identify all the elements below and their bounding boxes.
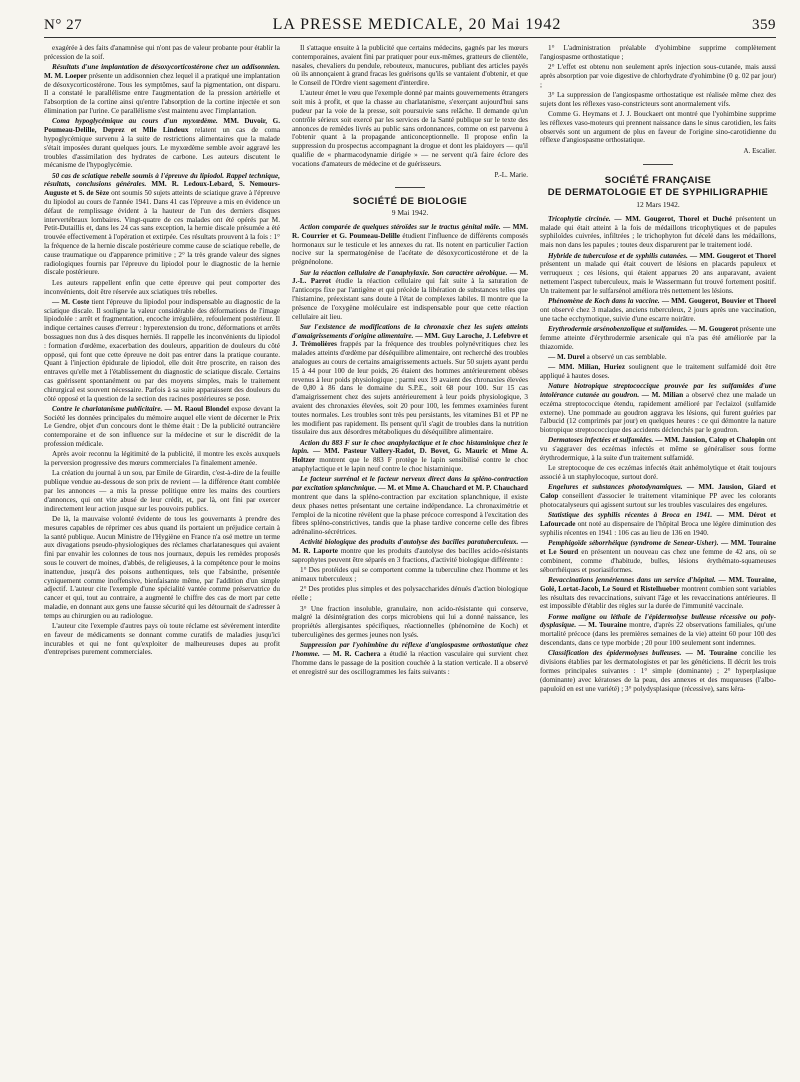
column-3-bottom (540, 215, 776, 693)
paragraph-text: étudie la réaction cellulaire qui fait suite à la saturation de l'anticorps fixe par l'antigène et qui précède la libération de substances telles que l'histamine, préexistant sans doute à l'état de complexes labiles. Il montre que la présence de l'oxygène moléculaire est indispensable pour que cette réaction cellulaire ait lieu. (292, 277, 528, 321)
paragraph-text: 2° L'effet est obtenu non seulement après injection sous-cutanée, mais aussi après absorption par voie digestive de chlorhydrate d'yohimbine (0 g. 02 par jour) ; (540, 63, 776, 89)
paragraph-heading: Contre le charlatanisme publicitaire. (52, 404, 163, 413)
paragraph-heading: Dermatoses infectées et sulfamides. (548, 436, 654, 445)
paragraph-text: Il s'attaque ensuite à la publicité que certains médecins, gagnés par les mœurs contemporaines, avaient fini par pratiquer pour eux-mêmes, gratteurs de clientèle, nasales, chevaliers du pendule, rebouteux, manucures, publiant des articles payés où ils annonçaient à grand fracas les guérisons qu'ils se vantaient d'obtenir, et que le Conseil de l'Ordre vient sagement d'interdire. (292, 44, 528, 88)
paragraph (540, 363, 776, 381)
author-names: — M. J.-L. Parrot (292, 268, 528, 286)
paragraph (540, 539, 776, 574)
paragraph (540, 511, 776, 537)
paragraph-text: en présentent un nouveau cas chez une femme de 42 ans, où se combinent, comme d'habitude, bulles, lésions érythémato-squameuses séborrhéiques et psoriasiformes. (540, 548, 776, 574)
paragraph-text: tient l'épreuve du lipiodol pour indispensable au diagnostic de la sciatique discale. Il souligne la valeur considérable des déformations de l'image lipiodolée : arrêt et fragmentation, encoche irrégulière, refoulement postérieur. Il indique certaines causes d'erreur : hyperextension du tronc, déformations et arrêts bossagues non dus à des disques herniés. Il rappelle les inconvénients du lipiodol : formation d'œdème, exacerbation des douleurs, apparition de douleurs du côté opposé, qui font que cette épreuve ne doit pas entrer dans la pratique courante. Quant à l'injection épidurale de lipiodol, elle doit être proscrite, en raison des entraves qu'elle met à l'établissement du diagnostic de sciatique discale. Certains cas guérissent spontanément ou par des moyens simples, mais le traitement chirurgical est souvent nécessaire. Parfois à sa suite apparaissent des douleurs du côté opposé et la question de la section des racines postérieures se pose. (44, 297, 280, 403)
paragraph-text: La création du journal à un sou, par Emile de Girardin, c'est-à-dire de la feuille publique vendue au-dessous de son prix de revient — la différence étant comblée par les annonces — a mis la presse politique entre les mains des courtiers d'annonces, qui ont vite abusé de leur crédit, et, par là, ont fini par exercer indirectement leur action jusque sur les pouvoirs publics. (44, 469, 280, 513)
section-date-dermatologie: 12 Mars 1942. (636, 200, 680, 210)
paragraph-text: Le streptocoque de ces eczémas infectés était anhémolytique et était toujours associé à un staphylocoque, surtout doré. (540, 464, 776, 482)
paragraph-heading: Le facteur surrénal et le facteur nerveux direct dans la spléno-contraction par excitation splanchnique. (292, 475, 528, 493)
author-names: — M. R. Cachera (322, 650, 381, 658)
paragraph-heading: Sur la réaction cellulaire de l'anaphylaxie. Son caractère aérobique. (300, 268, 508, 277)
author-names: — M. Touraine (578, 621, 627, 630)
author-names: — MM. Dérot et Lafourcade (540, 511, 776, 529)
column-3 (540, 44, 776, 1074)
column-2 (292, 44, 528, 1074)
paragraph (292, 323, 528, 437)
section-heading-dermatologie (540, 175, 776, 199)
paragraph-heading: Revaccinations jennériennes dans un service d'hôpital. (548, 575, 716, 584)
paragraph-text: a observé chez une malade un eczéma streptococcique étendu, rapidement amélioré par l'eclaizol (sulfamide externe). Une pommade au goudron aggrava les lésions, qui furent guéries par l'albucid (12 comprimés par jour) en quelques heures : ce qui démontre la nature biotropique streptococcique des accidents déclenchés par le goudron. (540, 391, 776, 435)
paragraph (292, 605, 528, 640)
paragraph (292, 641, 528, 676)
paragraph-text: montre, d'après 22 observations familiales, qu'une mortalité précoce (dans les premières semaines de la vie) atteint 60 pour 100 des descendants, dans ce type morbide ; 20 pour 100 seulement sont indemnes. (540, 621, 776, 648)
paragraph (540, 613, 776, 648)
author-names: — MM. R. Courrier et G. Poumeau-Delille (292, 223, 528, 240)
paragraph (44, 622, 280, 657)
paragraph-text: présente une femme atteinte d'érythrodermie arsenicale qui n'a pas été améliorée par la thiazomide. (540, 324, 776, 351)
paragraph (540, 110, 776, 145)
paragraph (540, 91, 776, 109)
author-names: — M. Gougerot (689, 324, 739, 333)
paragraph (540, 297, 776, 323)
paragraph-heading: Hybride de tuberculose et de syphilis cutanées. (548, 251, 688, 260)
article-columns (44, 44, 776, 1074)
paragraph-heading: Nature biotropique streptococcique prouvée par les sulfamides d'une intolérance cutanée au goudron. (540, 382, 776, 399)
divider (395, 187, 425, 188)
paragraph-heading: Forme maligne ou léthale de l'épidermolyse bulleuse récessive ou poly-dysplasique. (540, 612, 776, 630)
paragraph (540, 252, 776, 296)
paragraph (540, 649, 776, 693)
author-names: — M. Raoul Blondel (164, 404, 229, 413)
author-names: — M. Milian (641, 391, 684, 399)
paragraph-text: concilie les divisions établies par les dermatologistes et par les généticiens. Il décrit les trois formes principales suivantes : 1° simple (dominante) ; 2° hyperplasique (dominante) avec kératoses de la peau, des annexes et des muqueuses (l'albo-papuloïd en est une variété) ; 3° polydysplasique (récessive), sans kéra- (540, 649, 776, 693)
paragraph-text: exagérée à des faits d'anamnèse qui n'ont pas de valeur probante pour établir la précession de la soif. (44, 44, 280, 61)
paragraph (44, 63, 280, 116)
author-names: — MM. Milian, Huriez (548, 363, 626, 372)
paragraph (540, 483, 776, 509)
journal-title: LA PRESSE MEDICALE, 20 Mai 1942 (272, 16, 562, 33)
paragraph-text: frappés par la fréquence des troubles polynévritiques chez les malades atteints d'œdème par déséquilibre alimentaire, ont recherché des troubles analogues au cours de certains amaigrissements actuels. Sur 50 sujets ayant perdu 15 à 44 pour 100 de leur poids, 26 étaient des hommes antérieurement obèses revenus à leur poids physiologique ; parmi eux 19 avaient des chronaxies élevées de 0,80 à 86 dans le domaine du S.P.E., soit 68 pour 100. Sur 15 cas d'amaigrissement chez des sujets antérieurement à leur poids physiologique, 3 avaient des chronaxies élevées, soit 20 pour 100, les femmes examinées furent toutes normales. Les troubles sont très peu persistants, les vitamines B1 et PP ne les modifient pas rapidement. Ils pensent qu'il s'agit de troubles dans la nutrition tissulaire dus aux désordres métaboliques du déséquilibre alimentaire. (292, 340, 528, 437)
section-date-biologie: 9 Mai 1942. (391, 208, 429, 218)
paragraph (292, 566, 528, 584)
paragraph-heading: Statistique des syphilis récentes à Broca en 1941. (548, 511, 713, 520)
author-names: — MM. Pasteur Vallery-Radot, D. Bovet, G. Mauric et Mme A. Holtzer (292, 447, 528, 465)
paragraph-text: Après avoir reconnu la légitimité de la publicité, il montre les excès auxquels la perversion progressive des mœurs commerciales l'a finalement amenée. (44, 450, 280, 468)
paragraph-heading: Action comparée de quelques stéroïdes sur le tractus génital mâle. (300, 223, 501, 232)
paragraph-text: montre que les produits d'autolyse des bacilles acido-résistants saprophytes peuvent être séparés en 3 fractions, d'activité biologique différente : (292, 547, 528, 565)
section-heading-line-2: DE DERMATOLOGIE ET DE SYPHILIGRAPHIE (547, 187, 769, 199)
paragraph-heading: 50 cas de sciatique rebelle soumis à l'épreuve du lipiodol. Rappel technique, résultats, conclusions générales. (44, 171, 280, 189)
paragraph (44, 469, 280, 513)
paragraph (540, 464, 776, 482)
paragraph (292, 538, 528, 564)
paragraph-text: soulignent que le traitement sulfamidé doit être appliqué à hautes doses. (540, 363, 776, 380)
paragraph-text: expose devant la Société les données principales du mémoire auquel elle vient de décerner le Prix Le Gendre, objet d'un concours dont le thème était : De la publicité outrancière contemporaine et de son influence sur la médecine et sur le discrédit de la profession médicale. (44, 404, 280, 449)
author-names: — MM. Jausion, Calop et Chalopin (655, 436, 765, 445)
paragraph-heading: Activité biologique des produits d'autolyse des bacilles paratuberculeux. (300, 538, 519, 547)
paragraph-text: étudient l'influence de différents composés hormonaux sur le testicule et les annexes du rat. Ils notent en particulier l'action nocive sur la spermatogénèse de l'acétate de désoxycorticostérone et de la prégnénolone. (292, 231, 528, 267)
column-3-top (540, 44, 776, 145)
author-names: — MM. Touraine, Golé, Lortat-Jacob, Le Sourd et Ristelhueber (540, 575, 776, 593)
paragraph (44, 450, 280, 468)
author-names: — M. Durel (548, 352, 585, 361)
author-names: — MM. Gougerot, Thorel et Duché (614, 214, 732, 223)
paragraph-text: 1° Des protéides qui se comportent comme la tuberculine chez l'homme et les animaux tuberculeux ; (292, 566, 528, 584)
paragraph-text: De là, la mauvaise volonté évidente de tous les gouvernants à prendre des mesures capables de réprimer ces abus quand ils portaient un préjudice certain à la santé publique. Aucun Ministre de l'Hygiène en France n'a osé mettre un terme aux divagations pseudo-physiologiques des réclames charlatanesques qui avaient fini par envahir les colonnes de tous nos journaux, depuis les remèdes proposés sous le couvert de moines, d'abbés, de religieuses, à la compétence pour le moins inattendue, jusqu'à des poisons authentiques, tels que l'absinthe, présentée cyniquement comme inoffensive, bienfaisante même, par l'addition d'un simple adjectif. L'auteur cite l'exemple d'une spécialité vantée comme préservatrice du cancer et qui, tout au contraire, a augmenté le chiffre des cas de mort par cette maladie, en donnant aux gens une fausse sécurité qui les détournait de s'adresser à temps au chirurgien ou au radiologue. (44, 514, 280, 620)
paragraph-text: conseillent d'associer le traitement vitaminique PP avec les colorants photocatalyseurs qui agissent surtout sur les troubles vasculaires des engelures. (540, 492, 776, 510)
author-names: — M. Coste (52, 297, 90, 306)
author-names: — M. R. Laporte (292, 538, 528, 556)
paragraph (292, 439, 528, 474)
paragraph-heading: Classification des épidermolyses bulleuses. (548, 649, 682, 658)
paragraph (540, 215, 776, 250)
paragraph-heading: Coma hypoglycémique au cours d'un myxœdème. (52, 117, 218, 126)
author-names: — MM. Gougerot, Bouvier et Thorel (661, 297, 776, 306)
author-names: — MM. Guy Laroche, J. Lefebvre et J. Trémolières (292, 331, 528, 349)
paragraph-heading: Tricophytie circinée. (548, 214, 611, 223)
paragraph (44, 298, 280, 404)
paragraph-text: 1° L'administration préalable d'yohimbine supprime complètement l'angiospasme orthostatique ; (540, 44, 776, 61)
paragraph-text: relatent un cas de coma hypoglycémique survenu à la suite de restrictions alimentaires que la malade s'était imposées durant quelques jours. Le myxœdème semble avoir aggravé les troubles d'assimilation des hydrates de carbone. Les auteurs discutent le mécanisme de l'hypoglycémie. (44, 126, 280, 170)
paragraph (292, 89, 528, 168)
paragraph (540, 576, 776, 611)
paragraph-text: Comme G. Heymans et J. J. Bouckaert ont montré que l'yohimbine supprime les réflexes vaso-moteurs qui prennent naissance dans le sinus carotidien, les faits observés sont un argument de plus en faveur de l'origine sino-carotidienne du réflexe d'angiospasme orthostatique. (540, 110, 776, 145)
column-1 (44, 44, 280, 1074)
section-heading-biologie: SOCIÉTÉ DE BIOLOGIE (352, 196, 468, 208)
paragraph-text: ont vu s'aggraver des eczémas infectés et même se généraliser sous forme érythrodermique, à la suite d'un traitement sulfamidé. (540, 436, 776, 463)
paragraph (540, 353, 776, 362)
paragraph (540, 44, 776, 62)
paragraph-text: montrent combien sont variables les résultats des revaccinations, suivant l'âge et les revaccinations antérieures. Il est impossible d'établir des règles sur la durée de l'immunité vaccinale. (540, 584, 776, 611)
paragraph-text: L'auteur émet le vœu que l'exemple donné par maints gouvernements étrangers soit mis à profit, et que la chasse au charlatanisme, s'exerçant aujourd'hui sans pudeur par la voie de la presse, soit poursuivie sans relâche. Il demande qu'un contrôle sérieux soit exercé par les services de la Santé publique sur le texte des annonces de remèdes livrés au public sans ordonnances, comme on est parvenu à l'obtenir quant à la propagande anticonceptionnelle. Il propose enfin la suppression du prospectus accompagnant la drogue et dont les plaidoyers — qu'il qualifie de « pharmacodynamie dirigée » — ne servent qu'à faire éclore des vocations d'amateurs de médecine et de guérisseurs. (292, 89, 528, 168)
paragraph (540, 63, 776, 89)
paragraph-heading: Suppression par l'yohimbine du réflexe d'angiospasme orthostatique chez l'homme. (292, 641, 528, 658)
signature-marie: P.-L. Marie. (494, 170, 528, 179)
author-names: — M. et Mme A. Chauchard et M. P. Chauchard (378, 484, 528, 493)
page-header (44, 16, 776, 38)
paragraph-text: présente un addisonnien chez lequel il a pratiqué une implantation de désoxycorticostérone. Tous les symptômes, sauf la pigmentation, ont disparu. Il a constaté le parallélisme entre l'augmentation de la pression artérielle et l'absorption de la cortine ainsi qu'entre l'absorption de la cortine injectée et son élimination par l'urine. Ce parallélisme s'est maintenu avec l'implantation. (44, 71, 280, 116)
author-names: — MM. Jausion, Giard et Calop (540, 483, 776, 501)
author-names: MM. R. Ledoux-Lebard, S. Nemours-Auguste et S. de Sèze (44, 180, 280, 198)
paragraph-text: présentent un malade qui était couvert de lésions en placards papuleux et verruqueux ; ces lésions, qui étaient apparues 20 ans auparavant, avaient nettement l'aspect tuberculeux, mais le Wassermann fut trouvé fortement positif. Un traitement par le sulfarsénol améliora très nettement les lésions. (540, 260, 776, 295)
paragraph-text: a étudié la réaction vasculaire qui survient chez l'homme dans le passage de la position couchée à la station verticale. Il a observé et enregistré sur des oscillogrammes les faits suivants : (292, 650, 528, 676)
paragraph (292, 475, 528, 537)
paragraph (44, 44, 280, 62)
paragraph (292, 585, 528, 603)
paragraph-heading: Action du 883 F sur le choc anaphylactique et le choc histaminique chez le lapin. (292, 438, 528, 456)
paragraph-heading: Erythrodermie arsénobenzolique et sulfamides. (548, 324, 688, 333)
signature-escalier: A. Escalier. (743, 147, 776, 156)
paragraph-text: montrent que dans la spléno-contraction par excitation splanchnique, il existe deux phases nettes présentant une certaine indépendance. La chronaximétrie et l'emploi de la nicotine révèlent que la phase précoce correspond à l'excitation des fibres spléno-constrictives, tandis que la phase tardive concerne celle des fibres adrénalino-sécrétrices. (292, 492, 528, 537)
paragraph (540, 325, 776, 351)
paragraph-heading: Résultats d'une implantation de désoxycorticostérone chez un addisonnien. (52, 63, 280, 72)
paragraph (540, 436, 776, 462)
divider (643, 164, 673, 165)
paragraph-text: ont soumis 50 sujets atteints de sciatique grave à l'épreuve du lipiodol au cours de l'année 1941. Dans 41 cas l'épreuve a mis en évidence un défaut de remplissage évident à la hauteur de l'un des derniers disques intervertébraux lombaires. Vingt-quatre de ces malades ont été opérés par M. Petit-Dutaillis et, dans les 24 cas sans exception, la hernie discale présumée a été trouvée effectivement à l'opération et extirpée. Ces résultats prouvent à la fois : 1° la fréquence de la hernie discale postérieure comme cause de sciatique rebelle, de cause traumatique ou d'apparence primitive ; 2° la très grande valeur des signes radiologiques fournis par l'épreuve du lipiodol pour le diagnostic de la hernie discale postérieure. (44, 189, 280, 277)
paragraph-heading: Pemphigoïde séborrhéique (syndrome de Senear-Usher). (548, 539, 719, 548)
paragraph-text: 2° Des protides plus simples et des polysaccharides dénués d'action biologique réelle ; (292, 585, 528, 603)
paragraph-text: montrent que le 883 F protège le lapin sensibilisé contre le choc anaphylactique et le lapin neuf contre le choc histaminique. (292, 456, 528, 474)
author-names: — M. Touraine (685, 649, 738, 658)
author-names: — MM. Touraine et Le Sourd (540, 539, 776, 557)
paragraph-heading: Sur l'existence de modifications de la chronaxie chez les sujets atteints d'amaigrissements d'origine alimentaire. (292, 322, 528, 340)
paragraph (44, 172, 280, 278)
paragraph (292, 44, 528, 88)
issue-number: N° 27 (44, 17, 83, 33)
author-names: — MM. Gougerot et Thorel (689, 251, 776, 260)
paragraph (540, 382, 776, 435)
section-heading-line-1: SOCIÉTÉ FRANÇAISE (604, 175, 712, 187)
paragraph-text: ont observé chez 3 malades, anciens tuberculeux, 2 jours après une vaccination, une tache ecchymotique, suivie d'une escarre noirâtre. (540, 305, 776, 323)
paragraph (44, 515, 280, 621)
paragraph-text: 3° Une fraction insoluble, granulaire, non acido-résistante qui conserve, malgré la désintégration des corps microbiens qui lui a donné naissance, les propriétés allergisantes spécifiques, réactionnelles (phénomène de Koch) et tuberculigènes des germes jeunes non lysés. (292, 604, 528, 639)
paragraph (44, 279, 280, 297)
paragraph (292, 223, 528, 267)
paragraph-text: 3° La suppression de l'angiospasme orthostatique est réalisée même chez des sujets dont les réflexes vaso-constricteurs sont anormalement vifs. (540, 90, 776, 108)
paragraph-text: Les auteurs rappellent enfin que cette épreuve qui peut comporter des inconvénients, doit être réservée aux sciatiques très rebelles. (44, 278, 280, 296)
author-names: MM. Duvoir, G. Poumeau-Delille, Deprez et Mlle Lindeux (44, 117, 280, 135)
paragraph-text: présentent un malade qui était atteint à la fois de médaillons tricophytiques et de papules syphiloïdes cuivrées, infiltrées ; le trichophyton fut décelé dans les médaillons, mais non dans les papules ; toutes deux disparurent par le traitement iodé. (540, 214, 776, 250)
paragraph-text: L'auteur cite l'exemple d'autres pays où toute réclame est sévèrement interdite en faveur de médicaments se donnant comme curatifs de maladies jusqu'ici incurables et qui ne font qu'exploiter de malheureuses dupes au profit d'entreprises purement commerciales. (44, 622, 280, 657)
author-names: M. M. Loeper (44, 71, 87, 80)
paragraph-heading: Engelures et substances photodynamiques. (548, 483, 683, 492)
paragraph (292, 269, 528, 322)
paragraph-heading: Phénomène de Koch dans la vaccine. (548, 297, 660, 306)
column-2-top (292, 44, 528, 169)
paragraph (44, 405, 280, 449)
page-number: 359 (751, 17, 776, 33)
column-2-bottom (292, 223, 528, 676)
paragraph-text: a observé un cas semblable. (586, 352, 667, 361)
paragraph (44, 117, 280, 170)
paragraph-text: ont noté au dispensaire de l'hôpital Broca une légère diminution des syphilis récentes en 1941 : 106 cas au lieu de 136 en 1940. (540, 520, 776, 537)
